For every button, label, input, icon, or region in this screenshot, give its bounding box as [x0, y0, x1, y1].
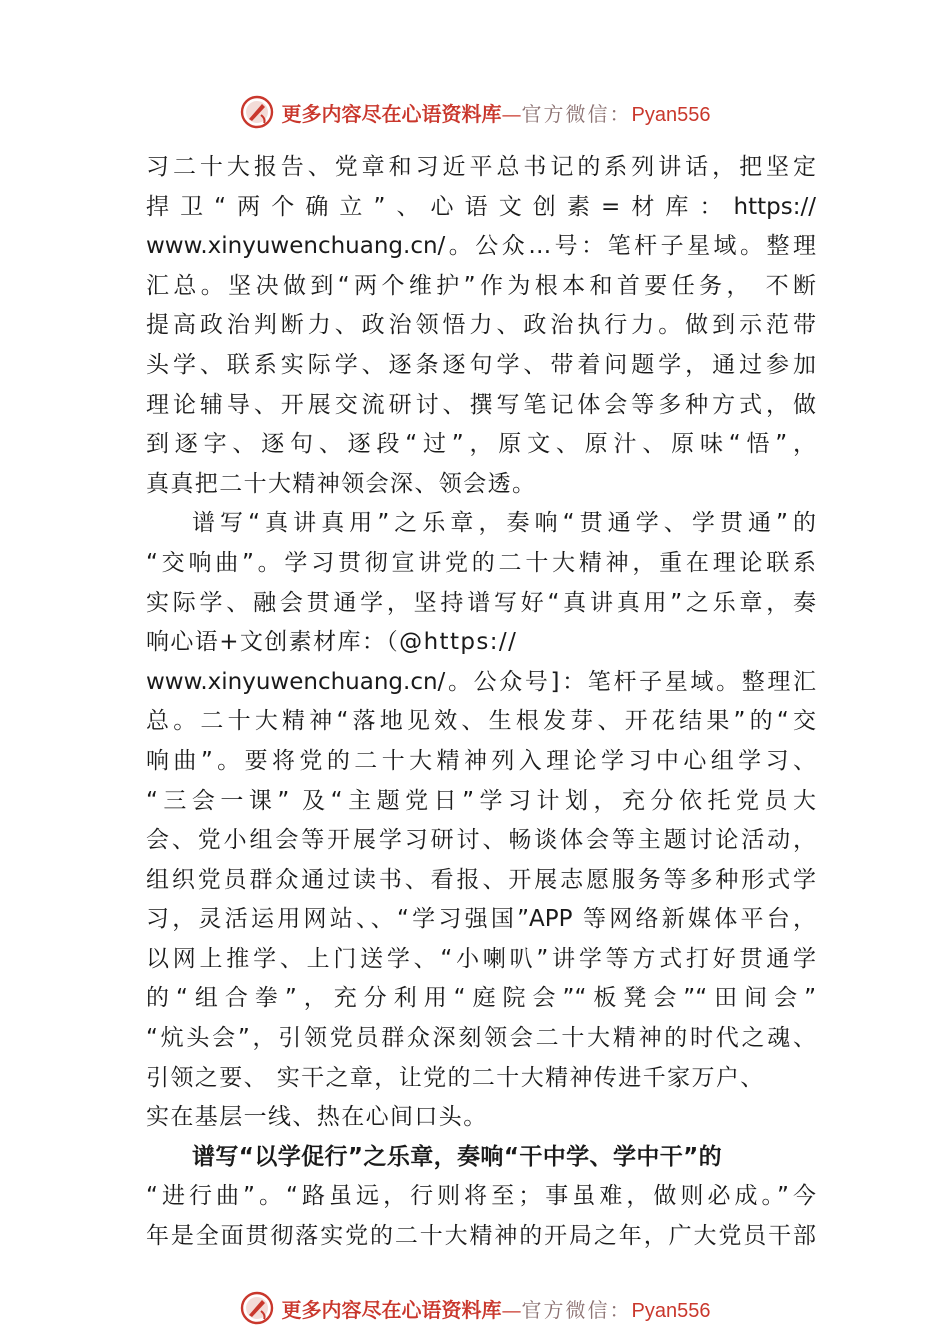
text-line: 提高政治判断力、政治领悟力、政治执行力。做到示范带: [146, 312, 816, 339]
text-line: 响曲”。要将党的二十大精神列入理论学习中心组学习、: [146, 747, 816, 774]
text-line: 汇总。坚决做到“两个维护”作为根本和首要任务， 不断: [146, 272, 816, 299]
text-line: “交响曲”。学习贯彻宣讲党的二十大精神，重在理论联系: [146, 549, 816, 576]
text-line: www.xinyuwenchuang.cn/。公众号]：笔杆子星域。整理汇: [146, 668, 816, 695]
paragraph-heading-line: 谱写“真讲真用”之乐章，奏响“贯通学、学贯通”的: [192, 510, 816, 537]
text-line: www.xinyuwenchuang.cn/。公众…号：笔杆子星域。整理: [146, 233, 816, 260]
watermark-wechat-label: 官方微信：: [521, 101, 632, 126]
text-line: “进行曲”。“路虽远，行则将至；事虽难，做则必成。”今: [146, 1183, 816, 1210]
header-watermark: [0, 92, 950, 132]
footer-watermark: [0, 1288, 950, 1328]
text-line: 的“组合拳”，充分利用“庭院会”“板凳会”“田间会”: [146, 985, 816, 1012]
text-line: 习，灵活运用网站、、“学习强国”APP 等网络新媒体平台，: [146, 906, 816, 933]
text-line: 真真把二十大精神领会深、领会透。: [146, 470, 537, 497]
text-line: 年是全面贯彻落实党的二十大精神的开局之年，广大党员干部: [146, 1223, 816, 1250]
text-line: 会、党小组会等开展学习研讨、畅谈体会等主题讨论活动，: [146, 827, 816, 854]
watermark-dash: —: [501, 101, 522, 126]
watermark-text: [282, 1294, 711, 1323]
watermark-dash: —: [501, 1297, 522, 1322]
watermark-library-name: 更多内容尽在心语资料库: [281, 1297, 502, 1322]
text-line: 组织党员群众通过读书、看报、开展志愿服务等多种形式学: [146, 866, 816, 893]
seal-logo-icon: [240, 1291, 274, 1325]
text-line: 捍卫“两个确立”、心语文创素=材库：https://: [146, 193, 816, 220]
text-line: 响心语+文创素材库：（@https://: [146, 629, 518, 656]
text-line: 习二十大报告、党章和习近平总书记的系列讲话，把坚定: [146, 154, 816, 180]
bold-heading-line: 谱写“以学促行”之乐章，奏响“干中学、学中干”的: [192, 1143, 723, 1170]
text-line: 以网上推学、上门送学、“小喇叭”讲学等方式打好贯通学: [146, 945, 816, 972]
watermark-library-name: 更多内容尽在心语资料库: [281, 101, 502, 126]
text-line: 到逐字、逐句、逐段“过”，原文、原汁、原味“悟”，: [146, 431, 816, 458]
text-line: 理论辅导、开展交流研讨、撰写笔记体会等多种方式，做: [146, 391, 816, 418]
watermark-wechat-id: Pyan556: [631, 1299, 711, 1322]
watermark-wechat-label: 官方微信：: [521, 1297, 632, 1322]
document-body: [146, 148, 816, 1257]
text-line: “炕头会”，引领党员群众深刻领会二十大精神的时代之魂、: [146, 1025, 816, 1052]
text-line: 实际学、融会贯通学，坚持谱写好“真讲真用”之乐章，奏: [146, 589, 816, 616]
text-line: 实在基层一线、热在心间口头。: [146, 1104, 488, 1131]
text-line: 头学、联系实际学、逐条逐句学、带着问题学，通过参加: [146, 351, 816, 378]
text-line: “三会一课” 及“主题党日”学习计划，充分依托党员大: [146, 787, 816, 814]
seal-logo-icon: [240, 95, 274, 129]
watermark-text: [282, 98, 711, 127]
watermark-wechat-id: Pyan556: [631, 103, 711, 126]
text-line: 引领之要、 实干之章，让党的二十大精神传进千家万户、: [146, 1064, 765, 1091]
text-line: 总。二十大精神“落地见效、生根发芽、开花结果”的“交: [146, 708, 816, 735]
